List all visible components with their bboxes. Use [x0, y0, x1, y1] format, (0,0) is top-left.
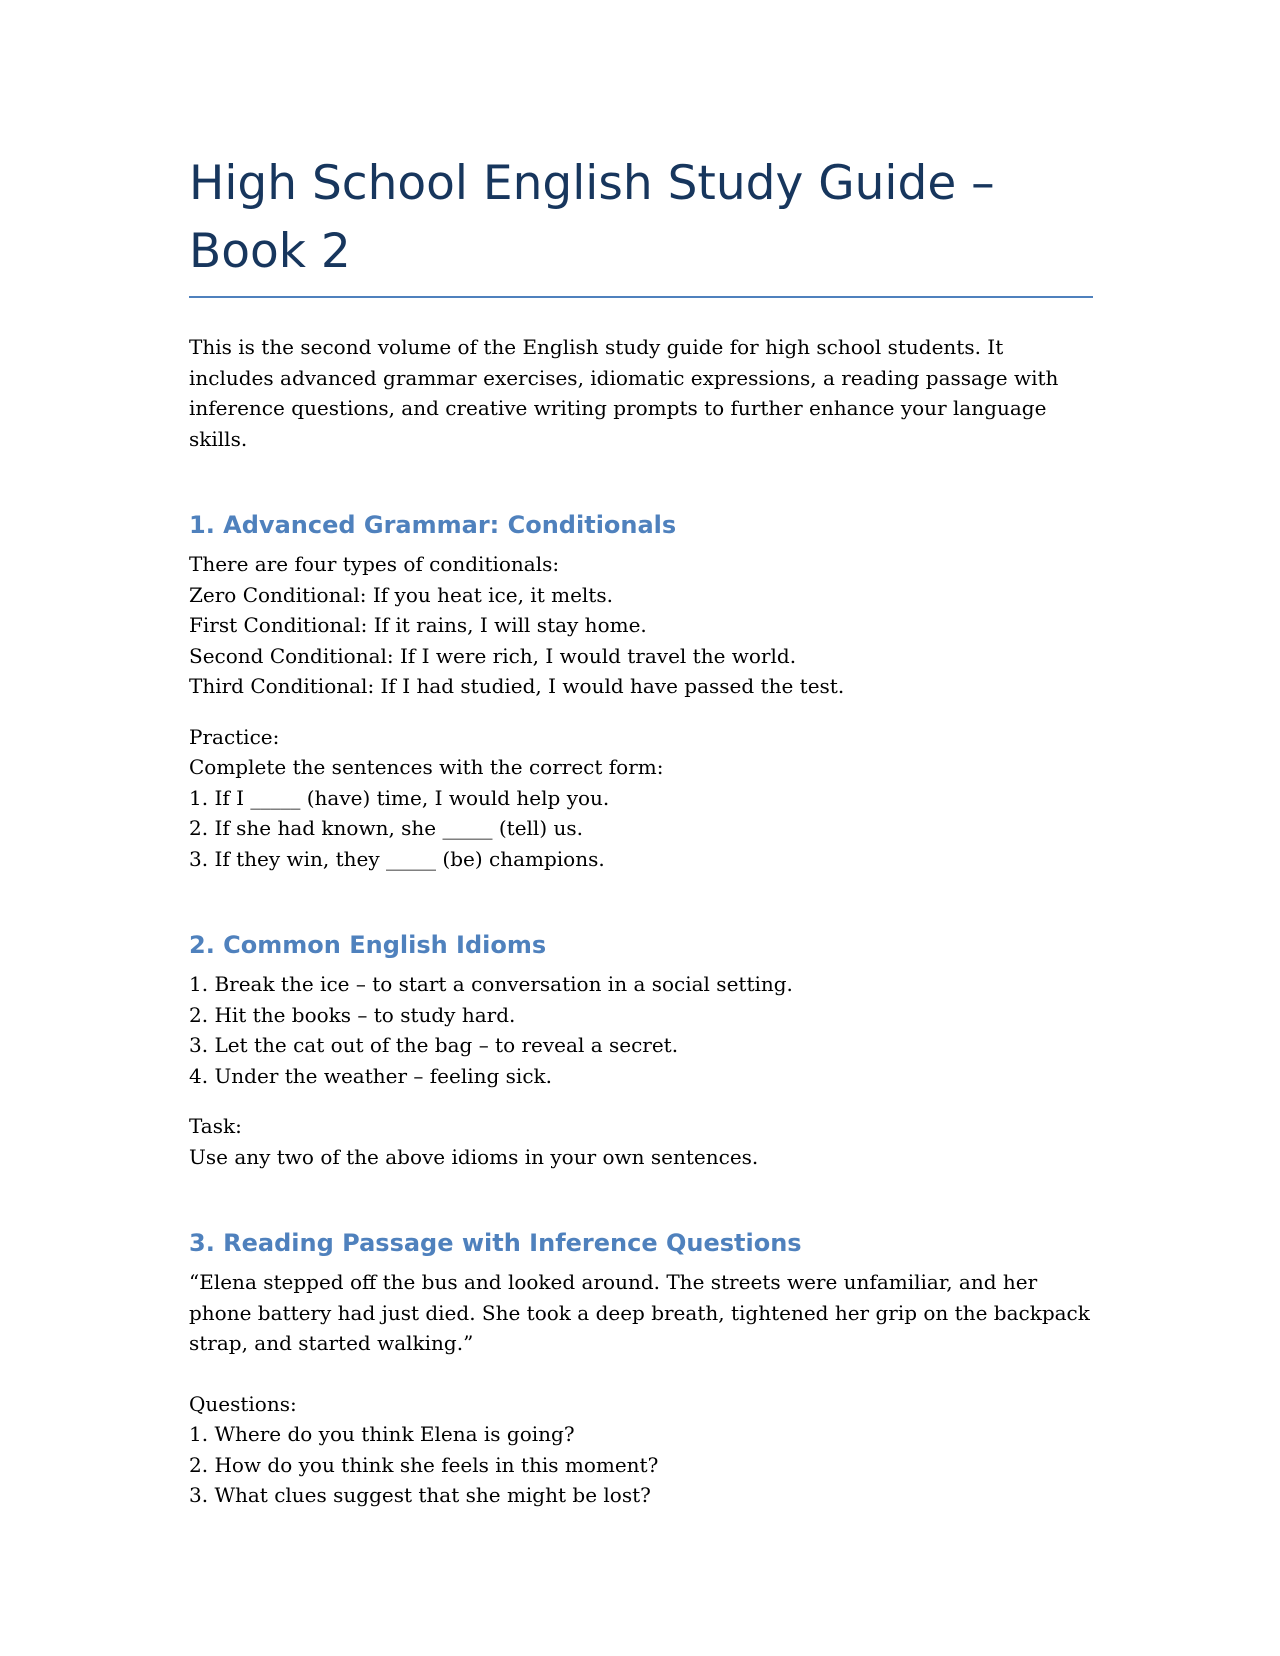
section-conditionals [189, 509, 1093, 874]
document-page [189, 150, 1093, 1511]
text-line: 2. If she had known, she _____ (tell) us. [189, 816, 583, 840]
text-line: Complete the sentences with the correct form: [189, 755, 664, 779]
text-line: 2. How do you think she feels in this moment? [189, 1452, 659, 1477]
idioms-list [189, 969, 1093, 1091]
section-reading [189, 1227, 1093, 1511]
section-heading: 3. Reading Passage with Inference Questions [189, 1229, 802, 1257]
task-block [189, 1111, 1093, 1172]
section-heading: 2. Common English Idioms [189, 931, 547, 959]
reading-passage: “Elena stepped off the bus and looked around. The streets were unfamiliar, and her phone battery had just died. She took a deep breath, tightened her grip on the backpack strap, and started walking.” [189, 1270, 1090, 1355]
text-line: 1. If I _____ (have) time, I would help you. [189, 785, 610, 810]
text-line: 3. Let the cat out of the bag – to reveal a secret. [189, 1033, 679, 1057]
questions-block [189, 1389, 1093, 1511]
text-line: Questions: [189, 1391, 297, 1416]
document-title: High School English Study Guide – Book 2 [189, 150, 1093, 298]
text-line: 4. Under the weather – feeling sick. [189, 1063, 552, 1088]
text-line: First Conditional: If it rains, I will stay home. [189, 613, 647, 637]
text-line: Use any two of the above idioms in your own sentences. [189, 1144, 759, 1169]
intro-paragraph: This is the second volume of the English study guide for high school students. It includes advanced grammar exercises, idiomatic expressions, a reading passage with inference questions, and creative writing prompts to further enhance your language skills. [189, 335, 1059, 451]
text-line: Third Conditional: If I had studied, I would have passed the test. [189, 674, 845, 698]
text-line: 3. If they win, they _____ (be) champions. [189, 846, 605, 871]
text-line: Zero Conditional: If you heat ice, it melts. [189, 582, 613, 607]
text-line: 2. Hit the books – to study hard. [189, 1002, 516, 1027]
text-line: Practice: [189, 724, 280, 749]
text-line: 1. Where do you think Elena is going? [189, 1422, 575, 1446]
section-idioms [189, 929, 1093, 1172]
practice-block [189, 722, 1093, 875]
text-line: 1. Break the ice – to start a conversation in a social setting. [189, 972, 793, 996]
conditionals-list [189, 549, 1093, 702]
text-line: Task: [189, 1114, 242, 1138]
text-line: 3. What clues suggest that she might be lost? [189, 1483, 651, 1507]
text-line: There are four types of conditionals: [189, 552, 560, 576]
section-heading: 1. Advanced Grammar: Conditionals [189, 511, 677, 539]
text-line: Second Conditional: If I were rich, I would travel the world. [189, 643, 797, 668]
